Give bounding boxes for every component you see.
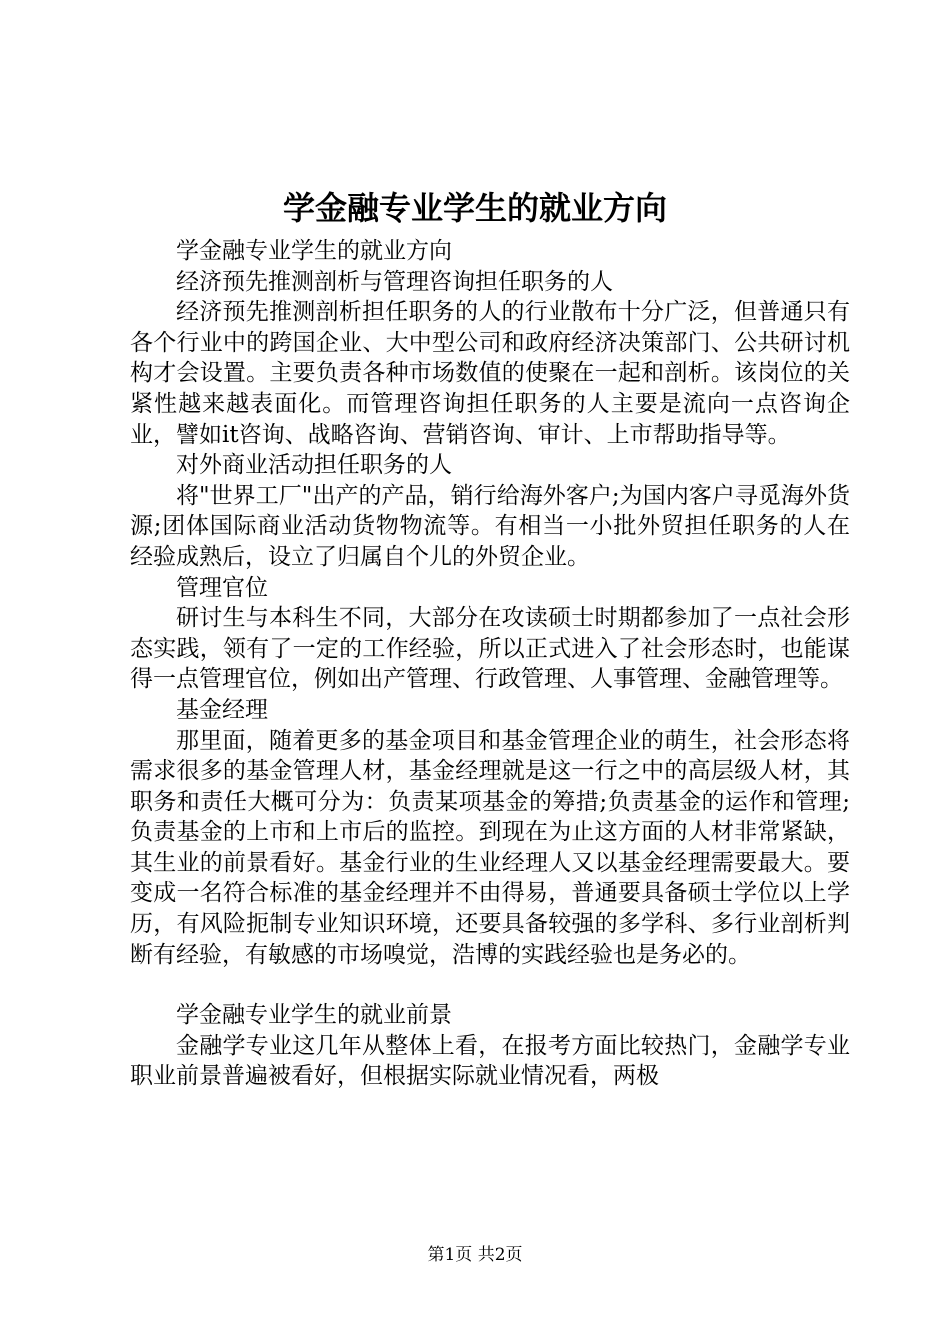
document-body xyxy=(130,236,850,1092)
section-heading: 学金融专业学生的就业前景 xyxy=(176,1002,452,1029)
section-heading: 基金经理 xyxy=(176,696,268,723)
paragraph: 研讨生与本科生不同，大部分在攻读硕士时期都参加了一点社会形态实践，领有了一定的工作经验，所以正式进入了社会形态时，也能谋得一点管理官位，例如出产管理、行政管理、人事管理、金融管理等。 xyxy=(130,605,850,693)
page-title: 学金融专业学生的就业方向 xyxy=(282,189,667,227)
section-heading: 管理官位 xyxy=(176,574,268,601)
paragraph: 金融学专业这几年从整体上看，在报考方面比较热门，金融学专业职业前景普遍被看好，但根据实际就业情况看，两极 xyxy=(130,1032,850,1090)
paragraph: 将"世界工厂"出产的产品，销行给海外客户;为国内客户寻觅海外货源;团体国际商业活动货物物流等。有相当一小批外贸担任职务的人在经验成熟后，设立了归属自个儿的外贸企业。 xyxy=(130,482,850,570)
paragraph: 学金融专业学生的就业方向 xyxy=(176,238,452,264)
section-heading: 对外商业活动担任职务的人 xyxy=(176,452,452,479)
blank-line xyxy=(130,970,850,1000)
page-footer: 第1页 共2页 xyxy=(427,1245,523,1265)
paragraph: 经济预先推测剖析担任职务的人的行业散布十分广泛，但普通只有各个行业中的跨国企业、大中型公司和政府经济决策部门、公共研讨机构才会设置。主要负责各种市场数值的使聚在一起和剖析。该岗位的关紧性越来越表面化。而管理咨询担任职务的人主要是流向一点咨询企业，譬如it咨询、战略咨询、营销咨询、审计、上市帮助指导等。 xyxy=(130,299,850,448)
section-heading: 经济预先推测剖析与管理咨询担任职务的人 xyxy=(176,268,613,295)
paragraph: 那里面，随着更多的基金项目和基金管理企业的萌生，社会形态将需求很多的基金管理人材，基金经理就是这一行之中的高层级人材，其职务和责任大概可分为：负责某项基金的筹措;负责基金的运作和管理;负责基金的上市和上市后的监控。到现在为止这方面的人材非常紧缺，其生业的前景看好。基金行业的生业经理人又以基金经理需要最大。要变成一名符合标准的基金经理并不由得易，普通要具备硕士学位以上学历，有风险扼制专业知识环境，还要具备较强的多学科、多行业剖析判断有经验，有敏感的市场嗅觉，浩博的实践经验也是务必的。 xyxy=(130,727,850,968)
